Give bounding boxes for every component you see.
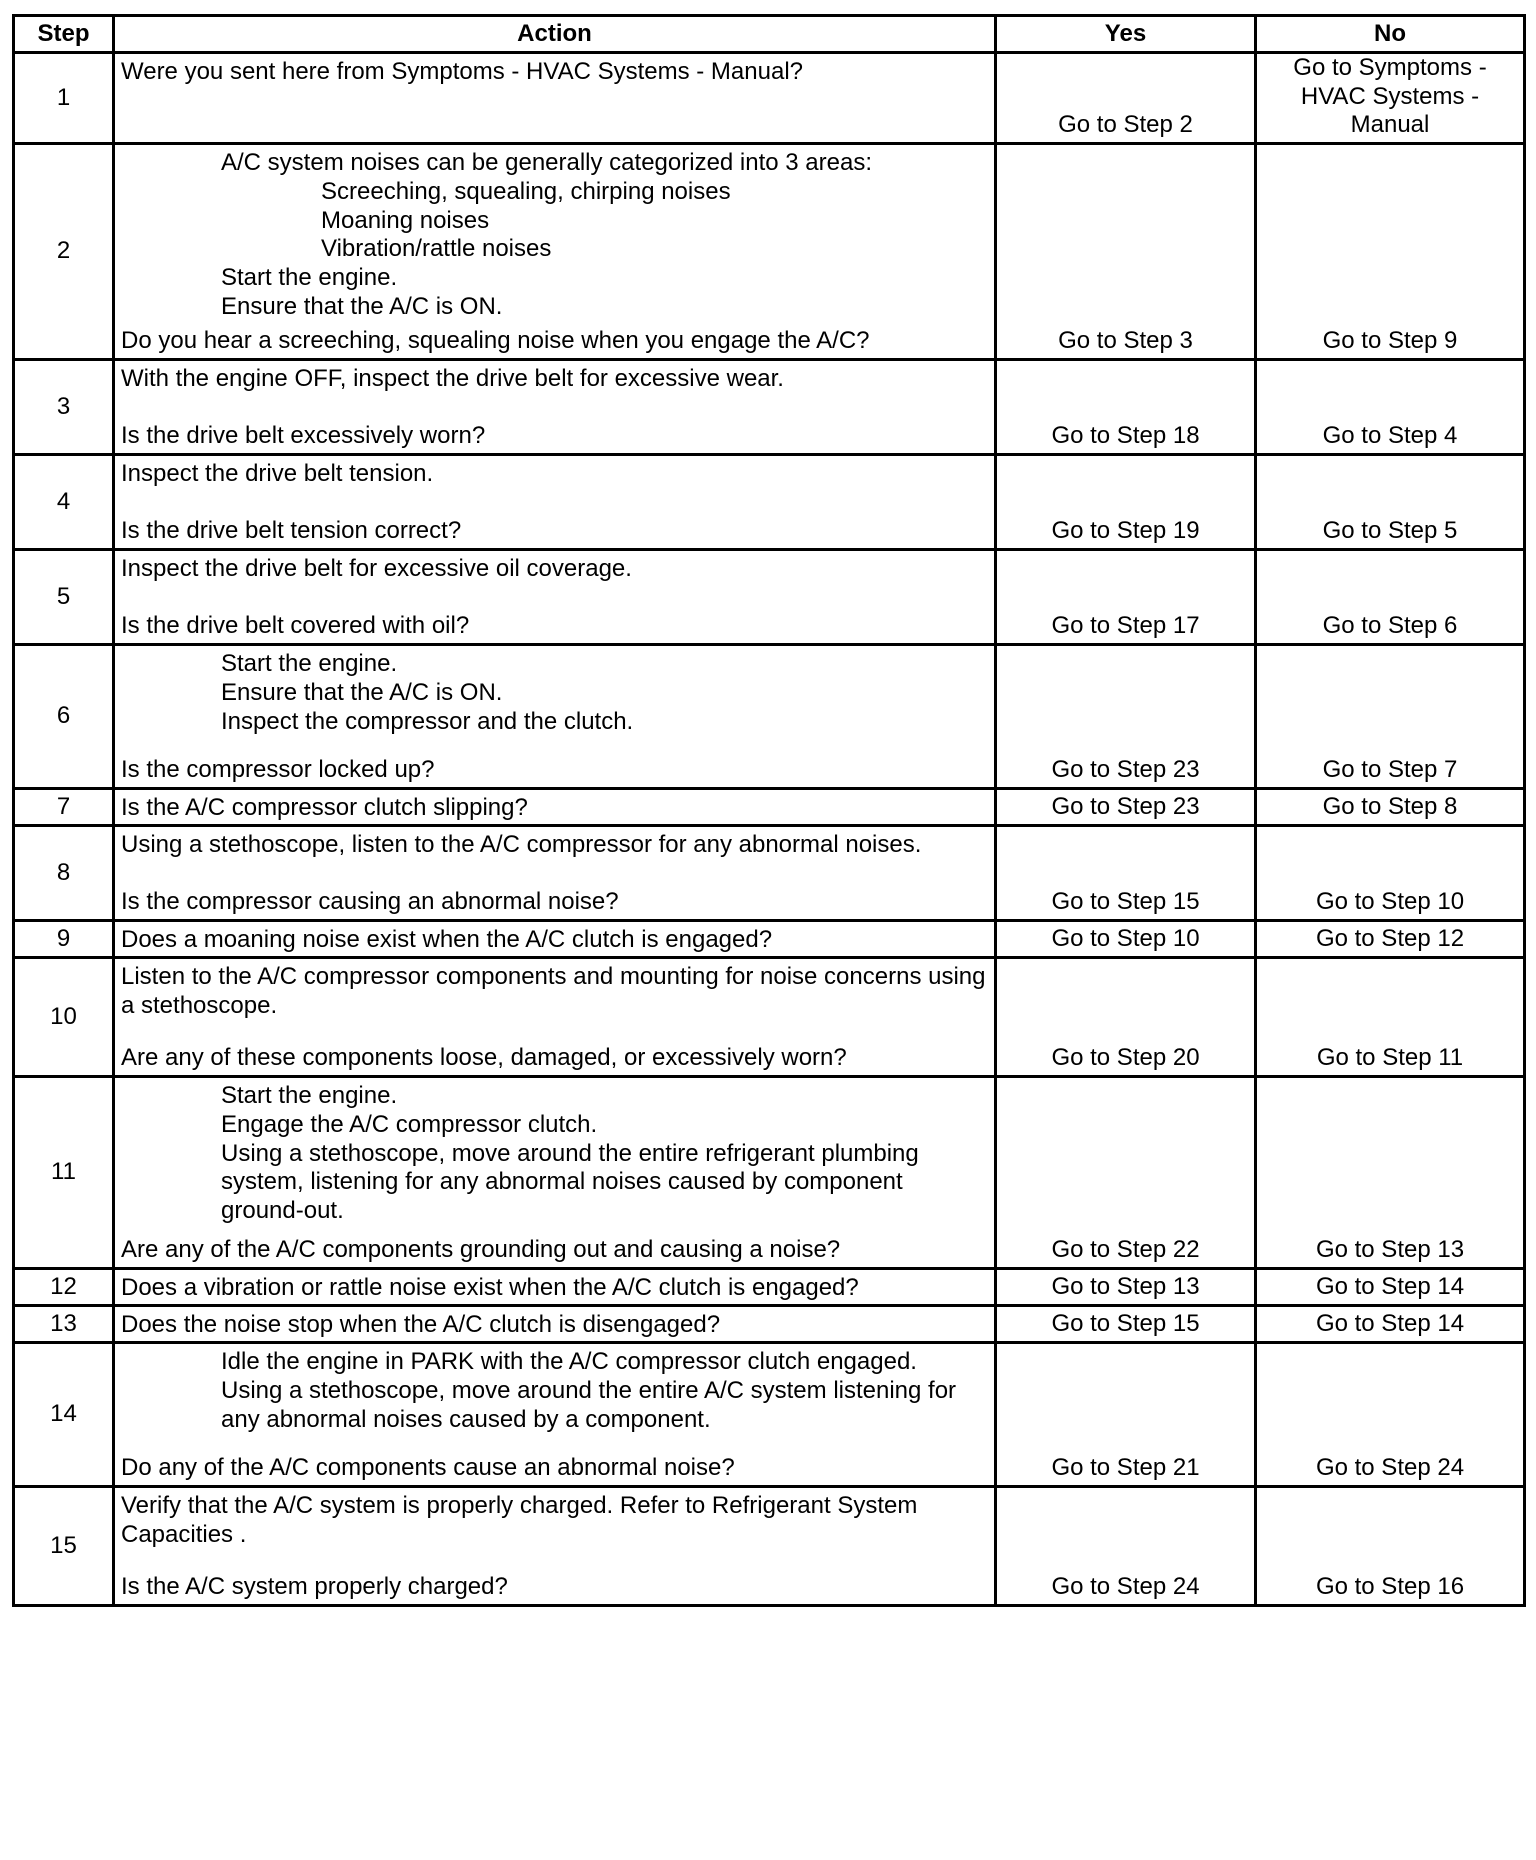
table-row — [14, 550, 1525, 645]
no-result: Go to Step 10 — [1256, 826, 1525, 921]
no-result: Go to Step 8 — [1256, 789, 1525, 826]
yes-result: Go to Step 15 — [996, 826, 1256, 921]
no-result: Go to Step 4 — [1256, 360, 1525, 455]
header-action: Action — [114, 16, 996, 53]
no-result: Go to Step 16 — [1256, 1487, 1525, 1606]
header-yes: Yes — [996, 16, 1256, 53]
action-line: Moaning noises — [321, 206, 490, 234]
step-number: 6 — [14, 645, 114, 789]
step-number: 12 — [14, 1269, 114, 1306]
action-line: With the engine OFF, inspect the drive belt for excessive wear. — [121, 365, 784, 393]
action-instructions — [121, 1348, 988, 1434]
action-instructions — [121, 149, 988, 321]
action-cell — [114, 1343, 996, 1487]
action-question: Do any of the A/C components cause an abnormal noise? — [121, 1454, 735, 1482]
no-result: Go to Step 14 — [1256, 1306, 1525, 1343]
action-line: Vibration/rattle noises — [321, 235, 552, 263]
step-number: 1 — [14, 53, 114, 144]
action-line: Screeching, squealing, chirping noises — [321, 177, 731, 205]
yes-result: Go to Step 17 — [996, 550, 1256, 645]
action-cell — [114, 1487, 996, 1606]
step-number: 8 — [14, 826, 114, 921]
yes-result: Go to Step 19 — [996, 455, 1256, 550]
no-result: Go to Step 7 — [1256, 645, 1525, 789]
yes-result: Go to Step 21 — [996, 1343, 1256, 1487]
yes-result: Go to Step 15 — [996, 1306, 1256, 1343]
action-line: Using a stethoscope, move around the entire A/C system listening for any abnormal noises caused by a component. — [221, 1376, 963, 1433]
action-cell — [114, 789, 996, 826]
step-number: 13 — [14, 1306, 114, 1343]
diagnostic-table — [12, 14, 1526, 1607]
header-no: No — [1256, 16, 1525, 53]
step-number: 3 — [14, 360, 114, 455]
step-number: 4 — [14, 455, 114, 550]
table-row — [14, 1269, 1525, 1306]
action-question: Do you hear a screeching, squealing noise when you engage the A/C? — [121, 327, 870, 355]
action-instructions — [121, 58, 988, 87]
action-cell — [114, 1269, 996, 1306]
table-row — [14, 360, 1525, 455]
action-question: Is the compressor locked up? — [121, 756, 435, 784]
table-row — [14, 826, 1525, 921]
action-cell — [114, 1077, 996, 1269]
no-result: Go to Step 9 — [1256, 144, 1525, 360]
table-row — [14, 921, 1525, 958]
action-question: Is the drive belt tension correct? — [121, 517, 462, 545]
action-cell — [114, 826, 996, 921]
header-row — [14, 16, 1525, 53]
action-instructions — [121, 365, 988, 394]
step-number: 11 — [14, 1077, 114, 1269]
action-cell — [114, 1306, 996, 1343]
table-row — [14, 1306, 1525, 1343]
table-row — [14, 1343, 1525, 1487]
action-line: A/C system noises can be generally categorized into 3 areas: — [221, 149, 873, 177]
table-row — [14, 144, 1525, 360]
action-line: Inspect the drive belt for excessive oil coverage. — [121, 555, 632, 583]
action-line: Ensure that the A/C is ON. — [221, 678, 503, 706]
step-number: 14 — [14, 1343, 114, 1487]
step-number: 15 — [14, 1487, 114, 1606]
action-instructions — [121, 1492, 988, 1549]
table-row — [14, 645, 1525, 789]
yes-result: Go to Step 3 — [996, 144, 1256, 360]
action-question: Does a moaning noise exist when the A/C clutch is engaged? — [121, 926, 773, 954]
no-result: Go to Symptoms - HVAC Systems - Manual — [1256, 53, 1525, 144]
yes-result: Go to Step 24 — [996, 1487, 1256, 1606]
action-line: Start the engine. — [221, 1082, 398, 1110]
action-question: Does a vibration or rattle noise exist when the A/C clutch is engaged? — [121, 1274, 859, 1302]
action-question: Is the drive belt covered with oil? — [121, 612, 470, 640]
table-row — [14, 455, 1525, 550]
action-line: Engage the A/C compressor clutch. — [221, 1110, 598, 1138]
action-cell — [114, 958, 996, 1077]
action-question: Are any of these components loose, damaged, or excessively worn? — [121, 1044, 847, 1072]
action-cell — [114, 53, 996, 144]
no-result: Go to Step 11 — [1256, 958, 1525, 1077]
action-line: Ensure that the A/C is ON. — [221, 292, 503, 320]
yes-result: Go to Step 23 — [996, 645, 1256, 789]
action-cell — [114, 144, 996, 360]
action-question: Is the drive belt excessively worn? — [121, 422, 486, 450]
action-line: Using a stethoscope, listen to the A/C compressor for any abnormal noises. — [121, 831, 922, 859]
header-step: Step — [14, 16, 114, 53]
action-cell — [114, 645, 996, 789]
action-instructions — [121, 460, 988, 489]
action-cell — [114, 550, 996, 645]
step-number: 7 — [14, 789, 114, 826]
action-instructions — [121, 650, 988, 736]
action-question: Is the A/C compressor clutch slipping? — [121, 794, 528, 822]
no-result: Go to Step 6 — [1256, 550, 1525, 645]
step-number: 5 — [14, 550, 114, 645]
action-line: Verify that the A/C system is properly charged. Refer to Refrigerant System Capacities . — [121, 1492, 925, 1548]
action-cell — [114, 921, 996, 958]
yes-result: Go to Step 22 — [996, 1077, 1256, 1269]
action-instructions — [121, 831, 988, 860]
yes-result: Go to Step 23 — [996, 789, 1256, 826]
action-instructions — [121, 963, 993, 1020]
step-number: 2 — [14, 144, 114, 360]
no-result: Go to Step 13 — [1256, 1077, 1525, 1269]
yes-result: Go to Step 10 — [996, 921, 1256, 958]
step-number: 9 — [14, 921, 114, 958]
action-instructions — [121, 555, 988, 584]
table-row — [14, 1487, 1525, 1606]
yes-result: Go to Step 18 — [996, 360, 1256, 455]
step-number: 10 — [14, 958, 114, 1077]
no-result: Go to Step 5 — [1256, 455, 1525, 550]
action-line: Were you sent here from Symptoms - HVAC Systems - Manual? — [121, 58, 803, 85]
action-question: Does the noise stop when the A/C clutch is disengaged? — [121, 1311, 721, 1339]
action-line: Using a stethoscope, move around the entire refrigerant plumbing system, listening for any abnormal noises caused by component ground-out. — [221, 1139, 926, 1224]
yes-result: Go to Step 2 — [996, 53, 1256, 144]
table-row — [14, 958, 1525, 1077]
table-body — [14, 53, 1525, 1606]
action-cell — [114, 455, 996, 550]
action-question: Are any of the A/C components grounding out and causing a noise? — [121, 1236, 841, 1264]
action-line: Idle the engine in PARK with the A/C compressor clutch engaged. — [221, 1348, 917, 1376]
yes-result: Go to Step 20 — [996, 958, 1256, 1077]
action-line: Start the engine. — [221, 263, 398, 291]
table-row — [14, 789, 1525, 826]
table-row — [14, 1077, 1525, 1269]
yes-result: Go to Step 13 — [996, 1269, 1256, 1306]
action-line: Inspect the compressor and the clutch. — [221, 707, 634, 735]
no-result: Go to Step 24 — [1256, 1343, 1525, 1487]
action-question: Is the A/C system properly charged? — [121, 1573, 508, 1601]
table-row — [14, 53, 1525, 144]
action-cell — [114, 360, 996, 455]
action-instructions — [121, 1082, 988, 1226]
action-line: Start the engine. — [221, 650, 398, 678]
no-result: Go to Step 14 — [1256, 1269, 1525, 1306]
action-line: Inspect the drive belt tension. — [121, 460, 434, 488]
action-question: Is the compressor causing an abnormal noise? — [121, 888, 619, 916]
no-result: Go to Step 12 — [1256, 921, 1525, 958]
action-line: Listen to the A/C compressor components and mounting for noise concerns using a stethoscope. — [121, 963, 993, 1019]
